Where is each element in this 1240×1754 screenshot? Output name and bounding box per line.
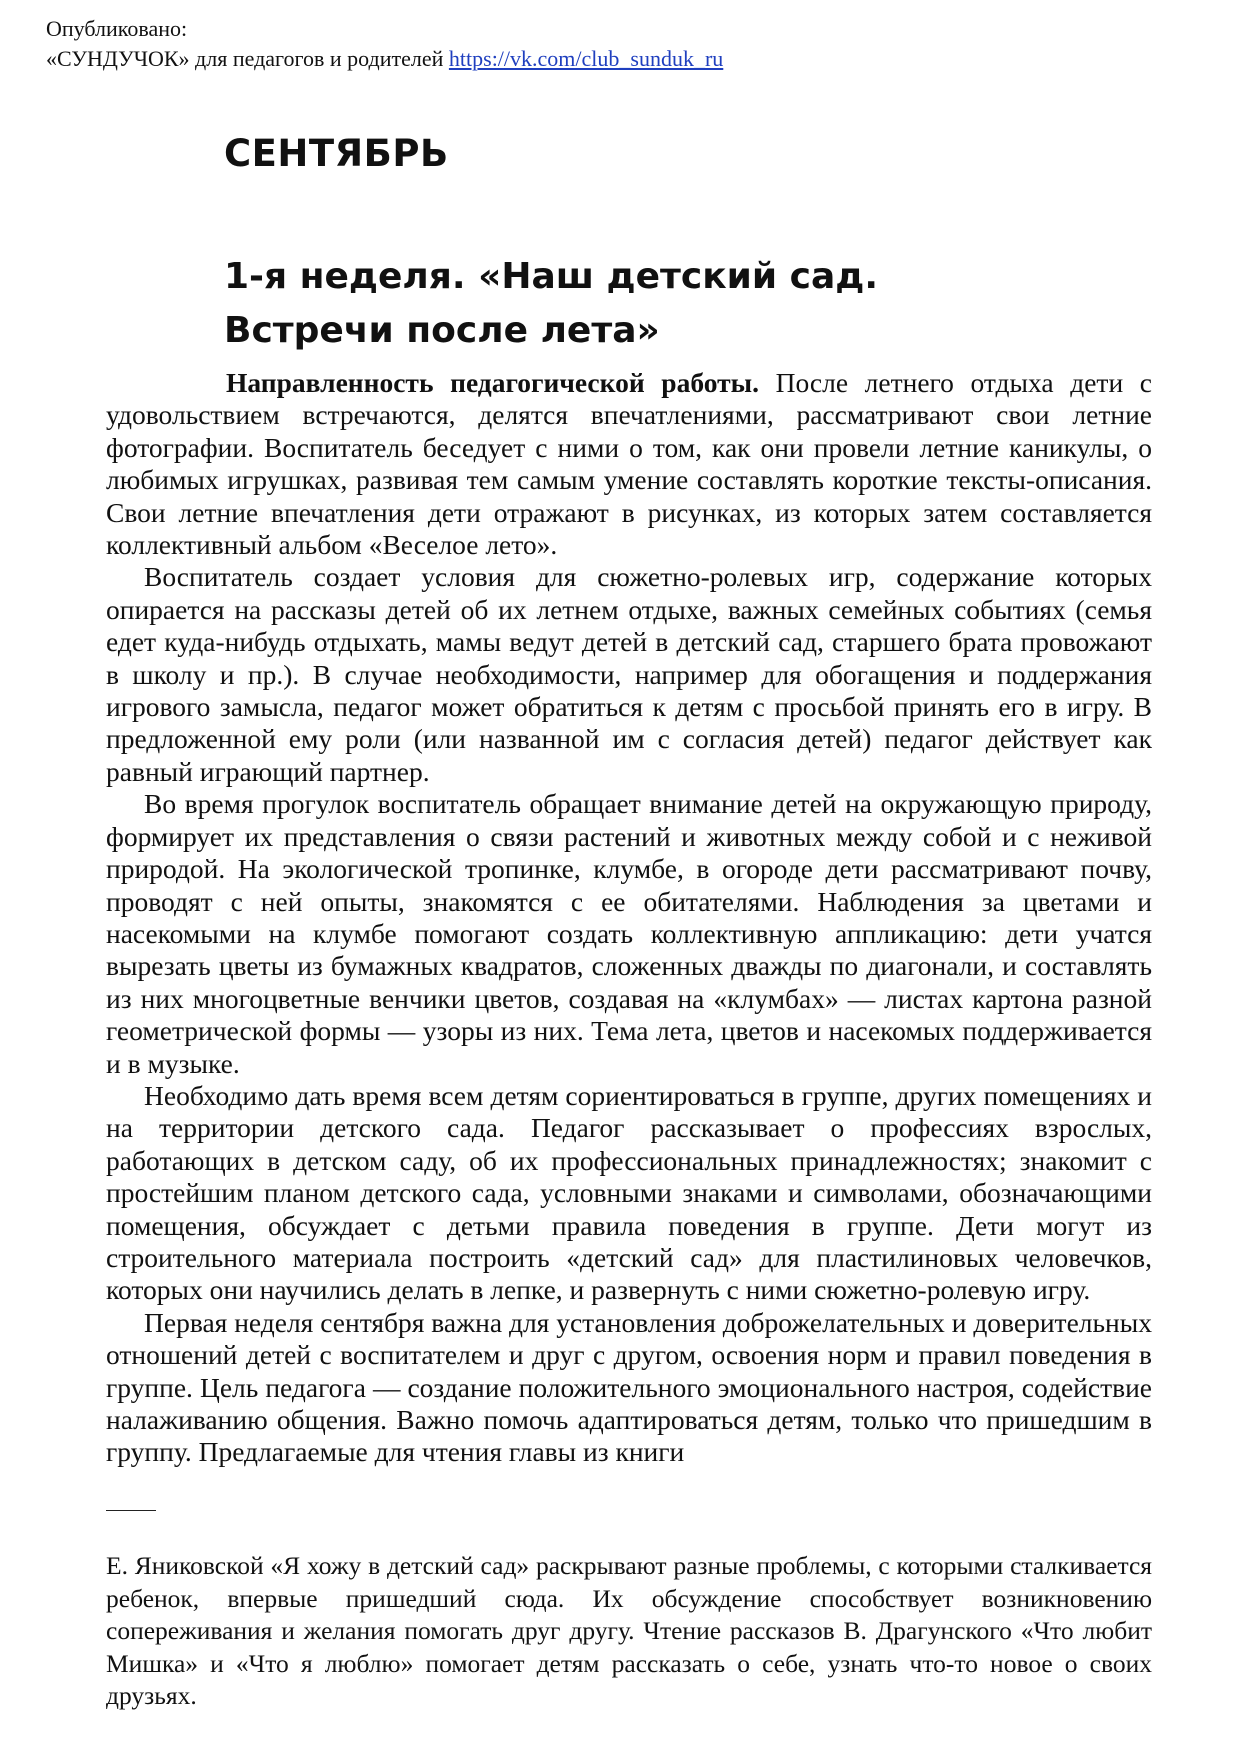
paragraph-1 (106, 367, 1152, 561)
vk-group-link[interactable]: https://vk.com/club_sunduk_ru (448, 46, 724, 71)
week-title-line1: 1-я неделя. «Наш детский сад. (224, 256, 879, 297)
source-line (46, 44, 723, 74)
source-name: «СУНДУЧОК» для педагогов и родителей (46, 46, 449, 71)
paragraph-1-text: После летнего отдыха дети с удовольствием встречаются, делятся впечатлениями, рассматривают свои летние фотографии. Воспитатель беседует с ними о том, как они провели летние каникулы, о любимых игрушках, развивая тем самым умение составлять короткие тексты-описания. Свои летние впечатления дети отражают в рисунках, из которых затем составляется коллективный альбом «Веселое лето». (106, 367, 1152, 561)
published-label: Опубликовано: (46, 16, 188, 41)
footnote-text: Е. Яниковской «Я хожу в детский сад» раскрывают разные проблемы, с которыми сталкивается ребенок, впервые пришедший сюда. Их обсуждение способствует возникновению сопереживания и желания помогать друг другу. Чтение рассказов В. Драгунского «Что любит Мишка» и «Что я люблю» помогает детям рассказать о себе, узнать что-то новое о своих друзьях. (106, 1551, 1152, 1710)
publication-header (46, 14, 723, 74)
paragraph-5: Первая неделя сентября важна для установления доброжелательных и доверительных отношений детей с воспитателем и друг с другом, освоения норм и правил поведения в группе. Цель педагога — создание положительного эмоционального настроя, содействие налаживанию общения. Важно помочь адаптироваться детям, только что пришедшим в группу. Предлагаемые для чтения главы из книги (106, 1306, 1152, 1468)
month-title: СЕНТЯБРЬ (224, 132, 449, 175)
paragraph-3: Во время прогулок воспитатель обращает внимание детей на окружающую природу, формирует их представления о связи растений и животных между собой и с неживой природой. На экологической тропинке, клумбе, в огороде дети рассматривают почву, проводят с ней опыты, знакомятся с ее обитателями. Наблюдения за цветами и насекомыми на клумбе помогают создать коллективную аппликацию: дети учатся вырезать цветы из бумажных квадратов, сложенных дважды по диагонали, и составлять из них многоцветные венчики цветов, создавая на «клумбах» — листах картона разной геометрической формы — узоры из них. Тема лета, цветов и насекомых поддерживается и в музыке. (106, 788, 1152, 1079)
footnote-divider (106, 1510, 156, 1511)
week-title (224, 250, 878, 358)
lead-heading: Направленность педагогической работы. (226, 367, 759, 398)
week-title-line2: Встречи после лета» (224, 310, 660, 351)
paragraph-4: Необходимо дать время всем детям сориентироваться в группе, других помещениях и на территории детского сада. Педагог рассказывает о профессиях взрослых, работающих в детском саду, об их профессиональных принадлежностях; знакомит с простейшим планом детского сада, условными знаками и символами, обозначающими помещения, обсуждает с детьми правила поведения в группе. Дети могут из строительного материала построить «детский сад» для пластилиновых человечков, которых они научились делать в лепке, и развернуть с ними сюжетно-ролевую игру. (106, 1079, 1152, 1306)
article-body (106, 367, 1152, 1469)
paragraph-2: Воспитатель создает условия для сюжетно-ролевых игр, содержание которых опирается на рассказы детей об их летнем отдыхе, важных семейных событиях (семья едет куда-нибудь отдыхать, мамы ведут детей в детский сад, старшего брата провожают в школу и пр.). В случае необходимости, например для обогащения и поддержания игрового замысла, педагог может обратиться к детям с просьбой принять его в игру. В предложенной ему роли (или названной им с согласия детей) педагог действует как равный играющий партнер. (106, 561, 1152, 787)
